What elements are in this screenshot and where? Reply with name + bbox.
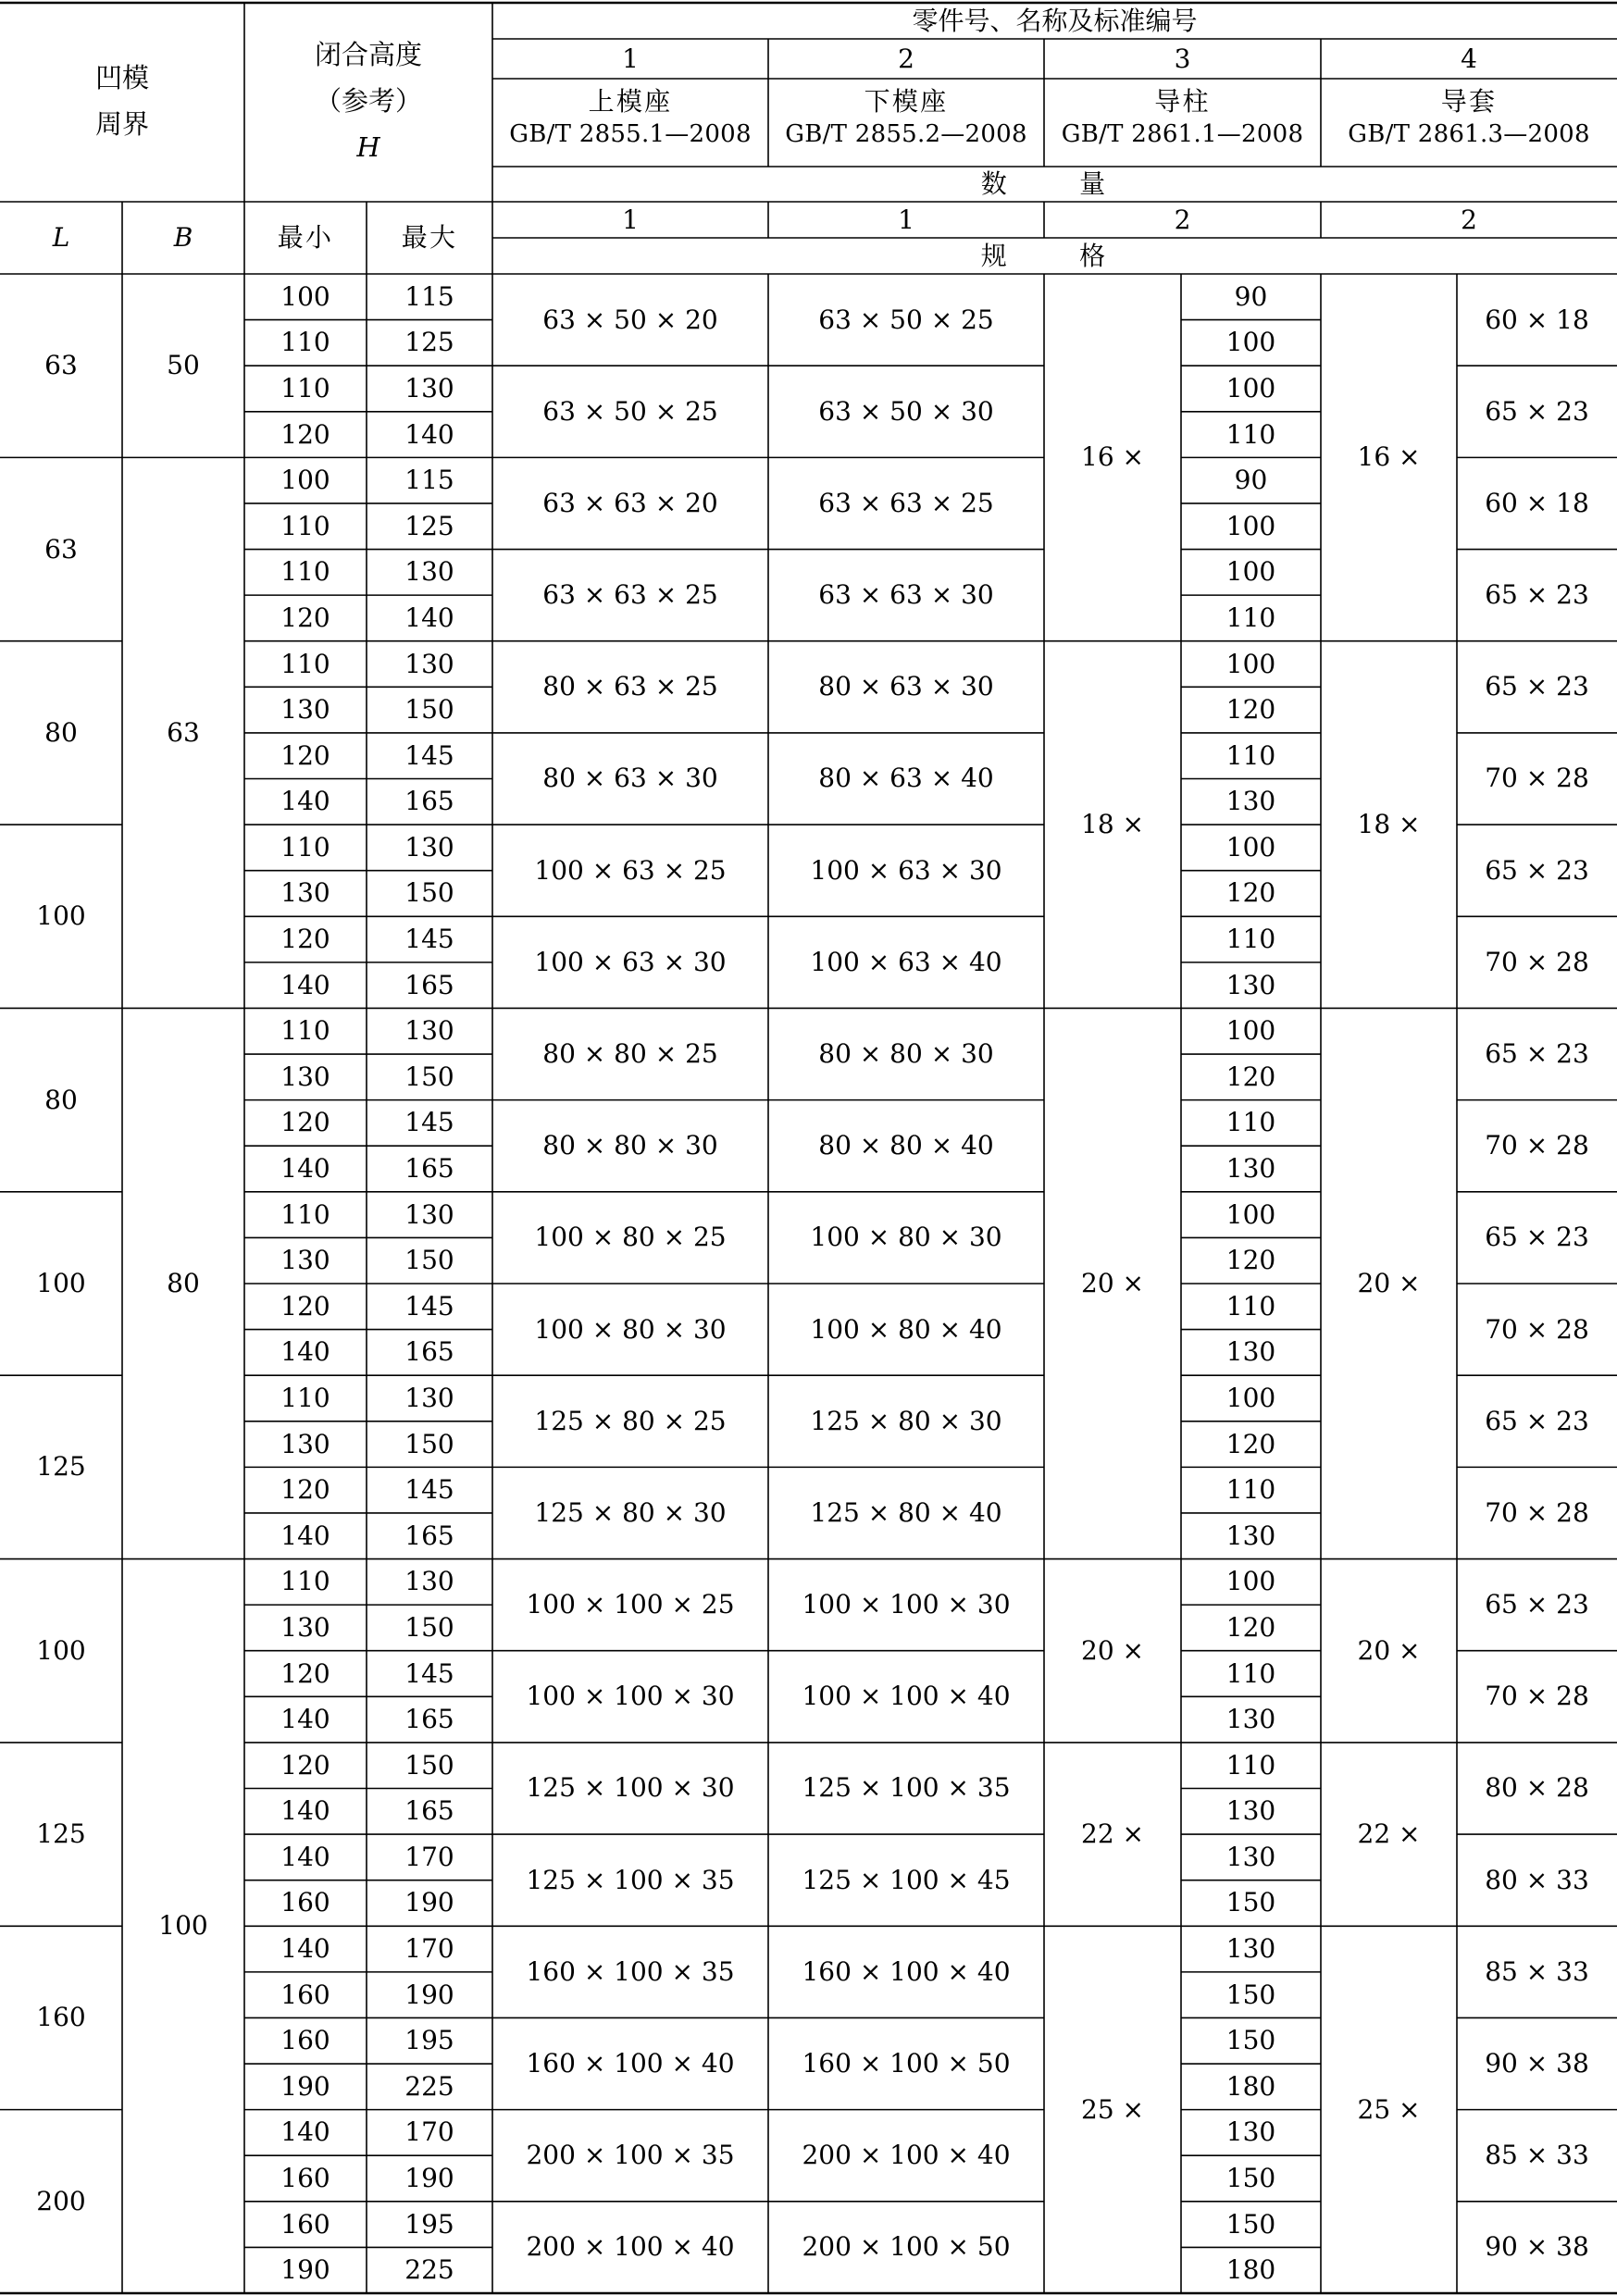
closed-height-min: 160	[280, 1979, 330, 2010]
header-part-name: 导套	[1440, 86, 1498, 117]
guide-bush-diameter: 25 ×	[1357, 2093, 1421, 2125]
closed-height-max: 170	[404, 1933, 454, 1965]
guide-pillar-length: 130	[1225, 969, 1276, 1000]
guide-pillar-length: 110	[1225, 1290, 1276, 1322]
closed-height-max: 165	[404, 1704, 454, 1735]
guide-bush-size: 65 × 23	[1485, 395, 1589, 427]
guide-pillar-length: 100	[1225, 1198, 1276, 1230]
upper-die-base-spec: 63 × 50 × 20	[542, 304, 718, 335]
upper-die-base-spec: 100 × 63 × 25	[534, 854, 727, 886]
closed-height-min: 110	[280, 327, 330, 358]
closed-height-max: 150	[404, 694, 454, 726]
closed-height-min: 190	[280, 2254, 330, 2286]
closed-height-min: 140	[280, 969, 330, 1000]
guide-pillar-length: 110	[1225, 418, 1276, 450]
lower-die-base-spec: 160 × 100 × 40	[802, 1955, 1011, 1987]
lower-die-base-spec: 100 × 80 × 40	[810, 1313, 1002, 1345]
guide-bush-size: 90 × 38	[1485, 2048, 1589, 2079]
header-die-perimeter-line-2: 周界	[94, 108, 149, 140]
closed-height-max: 190	[404, 1887, 454, 1918]
closed-height-min: 140	[280, 2116, 330, 2148]
header-part-standard: GB/T 2855.2—2008	[785, 120, 1027, 148]
closed-height-max: 125	[404, 327, 454, 358]
header-closed-height	[244, 0, 492, 202]
upper-die-base-spec: 100 × 100 × 30	[526, 1681, 735, 1712]
guide-bush-size: 85 × 33	[1485, 1955, 1589, 1987]
closed-height-max: 140	[404, 418, 454, 450]
closed-height-max: 115	[404, 280, 454, 312]
guide-pillar-length: 110	[1225, 602, 1276, 633]
guide-pillar-length: 130	[1225, 1933, 1276, 1965]
guide-pillar-length: 110	[1225, 1107, 1276, 1138]
closed-height-max: 130	[404, 1198, 454, 1230]
upper-die-base-spec: 125 × 80 × 30	[534, 1496, 727, 1528]
guide-bush-diameter: 20 ×	[1357, 1634, 1421, 1666]
guide-bush-size: 65 × 23	[1485, 1038, 1589, 1070]
closed-height-max: 150	[404, 877, 454, 909]
closed-height-min: 110	[280, 648, 330, 679]
guide-pillar-length: 150	[1225, 1979, 1276, 2010]
closed-height-min: 140	[280, 1153, 330, 1184]
closed-height-max: 190	[404, 2163, 454, 2193]
closed-height-max: 130	[404, 1566, 454, 1597]
upper-die-base-spec: 100 × 80 × 25	[534, 1222, 727, 1253]
closed-height-max: 170	[404, 2116, 454, 2148]
guide-bush-size: 60 × 18	[1485, 304, 1589, 335]
closed-height-min: 110	[280, 510, 330, 541]
guide-bush-size: 65 × 23	[1485, 671, 1589, 702]
guide-pillar-length: 120	[1225, 694, 1276, 726]
guide-pillar-length: 90	[1234, 280, 1268, 312]
header-part-standard: GB/T 2855.1—2008	[509, 120, 752, 148]
closed-height-max: 145	[404, 924, 454, 955]
header-part-name: 下模座	[864, 86, 949, 117]
closed-height-max: 150	[404, 1061, 454, 1092]
closed-height-min: 190	[280, 2070, 330, 2102]
upper-die-base-spec: 80 × 80 × 25	[542, 1038, 718, 1070]
guide-pillar-length: 130	[1225, 1153, 1276, 1184]
closed-height-min: 130	[280, 1061, 330, 1092]
closed-height-min: 100	[280, 280, 330, 312]
upper-die-base-spec: 100 × 63 × 30	[534, 946, 727, 977]
guide-pillar-length: 100	[1225, 372, 1276, 403]
guide-pillar-length: 120	[1225, 877, 1276, 909]
closed-height-min: 120	[280, 1474, 330, 1506]
guide-bush-size: 65 × 23	[1485, 1222, 1589, 1253]
guide-pillar-length: 150	[1225, 2025, 1276, 2056]
guide-bush-size: 90 × 38	[1485, 2231, 1589, 2263]
guide-pillar-length: 100	[1225, 556, 1276, 588]
guide-bush-size: 80 × 28	[1485, 1772, 1589, 1804]
lower-die-base-spec: 80 × 80 × 30	[818, 1038, 994, 1070]
guide-bush-diameter: 18 ×	[1357, 809, 1421, 840]
guide-pillar-length: 180	[1225, 2254, 1276, 2286]
closed-height-min: 160	[280, 1887, 330, 1918]
closed-height-min: 130	[280, 1428, 330, 1459]
guide-pillar-length: 110	[1225, 739, 1276, 771]
guide-pillar-length: 100	[1225, 510, 1276, 541]
guide-pillar-length: 120	[1225, 1428, 1276, 1459]
guide-pillar-length: 120	[1225, 1061, 1276, 1092]
guide-pillar-length: 130	[1225, 1841, 1276, 1872]
die-length-L: 125	[36, 1818, 86, 1850]
guide-bush-size: 70 × 28	[1485, 1130, 1589, 1161]
guide-pillar-length: 150	[1225, 2163, 1276, 2193]
closed-height-max: 145	[404, 1657, 454, 1689]
closed-height-max: 190	[404, 1979, 454, 2010]
closed-height-min: 130	[280, 694, 330, 726]
header-closed-height-line-1: 闭合高度	[314, 39, 422, 70]
closed-height-min: 140	[280, 1841, 330, 1872]
upper-die-base-spec: 125 × 100 × 30	[526, 1772, 735, 1804]
lower-die-base-spec: 125 × 100 × 45	[802, 1864, 1011, 1895]
guide-bush-size: 70 × 28	[1485, 1313, 1589, 1345]
upper-die-base-spec: 125 × 100 × 35	[526, 1864, 735, 1895]
die-length-L: 63	[44, 350, 78, 381]
guide-pillar-length: 130	[1225, 1704, 1276, 1735]
closed-height-min: 130	[280, 877, 330, 909]
upper-die-base-spec: 200 × 100 × 35	[526, 2140, 735, 2171]
closed-height-min: 100	[280, 465, 330, 496]
upper-die-base-spec: 80 × 63 × 25	[542, 671, 718, 702]
guide-pillar-length: 110	[1225, 924, 1276, 955]
die-length-L: 80	[44, 1084, 78, 1115]
upper-die-base-spec: 80 × 63 × 30	[542, 763, 718, 794]
guide-pillar-length: 180	[1225, 2070, 1276, 2102]
closed-height-min: 130	[280, 1611, 330, 1643]
closed-height-max: 140	[404, 602, 454, 633]
lower-die-base-spec: 100 × 63 × 30	[810, 854, 1002, 886]
lower-die-base-spec: 125 × 80 × 30	[810, 1405, 1002, 1436]
lower-die-base-spec: 125 × 100 × 35	[802, 1772, 1011, 1804]
header-part-group-title: 零件号、名称及标准编号	[912, 6, 1198, 36]
guide-pillar-length: 120	[1225, 1245, 1276, 1276]
guide-bush-size: 65 × 23	[1485, 1405, 1589, 1436]
guide-pillar-length: 130	[1225, 1520, 1276, 1551]
die-length-L: 100	[36, 900, 86, 932]
closed-height-min: 120	[280, 924, 330, 955]
header-col-max: 最大	[401, 222, 458, 253]
closed-height-max: 145	[404, 1107, 454, 1138]
guide-pillar-diameter: 22 ×	[1081, 1818, 1144, 1850]
header-col-L: L	[52, 222, 70, 253]
closed-height-min: 120	[280, 1749, 330, 1781]
header-quantity: 1	[898, 204, 914, 235]
header-part-standard: GB/T 2861.1—2008	[1061, 120, 1304, 148]
closed-height-max: 130	[404, 1382, 454, 1413]
lower-die-base-spec: 200 × 100 × 40	[802, 2140, 1011, 2171]
header-closed-height-line-2: （参考）	[314, 85, 422, 117]
closed-height-min: 110	[280, 556, 330, 588]
header-quantity: 2	[1174, 204, 1191, 235]
closed-height-max: 130	[404, 648, 454, 679]
guide-pillar-diameter: 20 ×	[1081, 1634, 1144, 1666]
closed-height-max: 225	[404, 2070, 454, 2102]
guide-bush-size: 70 × 28	[1485, 946, 1589, 977]
guide-pillar-length: 120	[1225, 1611, 1276, 1643]
closed-height-min: 160	[280, 2025, 330, 2056]
closed-height-min: 120	[280, 602, 330, 633]
guide-bush-diameter: 22 ×	[1357, 1818, 1421, 1850]
closed-height-min: 120	[280, 1107, 330, 1138]
lower-die-base-spec: 80 × 63 × 40	[818, 763, 994, 794]
closed-height-min: 110	[280, 1015, 330, 1047]
guide-pillar-length: 100	[1225, 1566, 1276, 1597]
upper-die-base-spec: 63 × 63 × 20	[542, 487, 718, 518]
guide-pillar-length: 110	[1225, 1474, 1276, 1506]
upper-die-base-spec: 80 × 80 × 30	[542, 1130, 718, 1161]
lower-die-base-spec: 125 × 80 × 40	[810, 1496, 1002, 1528]
lower-die-base-spec: 63 × 50 × 30	[818, 395, 994, 427]
lower-die-base-spec: 63 × 50 × 25	[818, 304, 994, 335]
closed-height-max: 150	[404, 1611, 454, 1643]
closed-height-min: 140	[280, 1704, 330, 1735]
lower-die-base-spec: 100 × 80 × 30	[810, 1222, 1002, 1253]
closed-height-min: 110	[280, 1198, 330, 1230]
die-width-B: 100	[158, 1910, 208, 1942]
guide-bush-size: 70 × 28	[1485, 1681, 1589, 1712]
guide-pillar-diameter: 18 ×	[1081, 809, 1144, 840]
guide-bush-size: 65 × 23	[1485, 579, 1589, 611]
closed-height-min: 110	[280, 831, 330, 863]
header-part-number: 1	[622, 43, 639, 74]
upper-die-base-spec: 125 × 80 × 25	[534, 1405, 727, 1436]
guide-pillar-length: 90	[1234, 465, 1268, 496]
die-width-B: 50	[167, 350, 200, 381]
guide-pillar-length: 130	[1225, 1795, 1276, 1827]
closed-height-min: 140	[280, 1795, 330, 1827]
closed-height-min: 160	[280, 2163, 330, 2193]
closed-height-max: 130	[404, 372, 454, 403]
header-part-name: 上模座	[588, 86, 673, 117]
closed-height-max: 130	[404, 831, 454, 863]
guide-pillar-diameter: 20 ×	[1081, 1267, 1144, 1298]
header-col-B: B	[173, 222, 193, 253]
closed-height-max: 165	[404, 1153, 454, 1184]
header-quantity-title: 数 量	[980, 168, 1129, 199]
closed-height-min: 140	[280, 1933, 330, 1965]
header-quantity: 2	[1461, 204, 1477, 235]
closed-height-max: 115	[404, 465, 454, 496]
closed-height-min: 110	[280, 1566, 330, 1597]
guide-pillar-length: 110	[1225, 1749, 1276, 1781]
closed-height-min: 140	[280, 1336, 330, 1368]
header-closed-height-symbol: H	[356, 131, 380, 163]
closed-height-min: 110	[280, 372, 330, 403]
upper-die-base-spec: 160 × 100 × 35	[526, 1955, 735, 1987]
closed-height-max: 165	[404, 1520, 454, 1551]
guide-pillar-length: 100	[1225, 831, 1276, 863]
closed-height-min: 160	[280, 2208, 330, 2240]
guide-bush-size: 85 × 33	[1485, 2140, 1589, 2171]
die-length-L: 200	[36, 2185, 86, 2216]
closed-height-min: 140	[280, 1520, 330, 1551]
guide-bush-size: 80 × 33	[1485, 1864, 1589, 1895]
header-part-name: 导柱	[1154, 86, 1211, 117]
lower-die-base-spec: 100 × 100 × 40	[802, 1681, 1011, 1712]
die-length-L: 80	[44, 716, 78, 748]
header-part-standard: GB/T 2861.3—2008	[1348, 120, 1590, 148]
guide-pillar-length: 110	[1225, 1657, 1276, 1689]
guide-pillar-diameter: 16 ×	[1081, 441, 1144, 473]
guide-bush-diameter: 16 ×	[1357, 441, 1421, 473]
die-length-L: 100	[36, 1267, 86, 1298]
header-quantity: 1	[622, 204, 639, 235]
closed-height-min: 140	[280, 786, 330, 817]
header-col-min: 最小	[277, 222, 334, 253]
closed-height-min: 110	[280, 1382, 330, 1413]
guide-pillar-length: 130	[1225, 786, 1276, 817]
closed-height-max: 195	[404, 2025, 454, 2056]
closed-height-max: 150	[404, 1749, 454, 1781]
header-spec-title: 规 格	[980, 240, 1129, 271]
closed-height-max: 165	[404, 969, 454, 1000]
closed-height-max: 145	[404, 739, 454, 771]
closed-height-max: 225	[404, 2254, 454, 2286]
guide-pillar-diameter: 25 ×	[1081, 2093, 1144, 2125]
guide-pillar-length: 130	[1225, 1336, 1276, 1368]
upper-die-base-spec: 63 × 63 × 25	[542, 579, 718, 611]
upper-die-base-spec: 100 × 100 × 25	[526, 1589, 735, 1620]
header-part-number: 2	[898, 43, 914, 74]
guide-bush-size: 60 × 18	[1485, 487, 1589, 518]
guide-bush-size: 65 × 23	[1485, 1589, 1589, 1620]
upper-die-base-spec: 63 × 50 × 25	[542, 395, 718, 427]
header-part-number: 3	[1174, 43, 1191, 74]
upper-die-base-spec: 160 × 100 × 40	[526, 2048, 735, 2079]
lower-die-base-spec: 160 × 100 × 50	[802, 2048, 1011, 2079]
guide-bush-size: 70 × 28	[1485, 763, 1589, 794]
closed-height-max: 195	[404, 2208, 454, 2240]
guide-pillar-length: 150	[1225, 2208, 1276, 2240]
closed-height-max: 150	[404, 1245, 454, 1276]
guide-bush-size: 65 × 23	[1485, 854, 1589, 886]
header-die-perimeter-line-1: 凹模	[94, 62, 149, 93]
closed-height-max: 130	[404, 556, 454, 588]
die-length-L: 100	[36, 1634, 86, 1666]
guide-pillar-length: 100	[1225, 1015, 1276, 1047]
die-length-L: 125	[36, 1451, 86, 1483]
closed-height-min: 120	[280, 1290, 330, 1322]
closed-height-max: 165	[404, 1795, 454, 1827]
header-part-number: 4	[1461, 43, 1477, 74]
guide-pillar-length: 130	[1225, 2116, 1276, 2148]
closed-height-max: 150	[404, 1428, 454, 1459]
die-width-B: 63	[167, 716, 200, 748]
guide-bush-size: 70 × 28	[1485, 1496, 1589, 1528]
guide-pillar-length: 100	[1225, 327, 1276, 358]
closed-height-max: 145	[404, 1474, 454, 1506]
closed-height-max: 170	[404, 1841, 454, 1872]
closed-height-min: 120	[280, 1657, 330, 1689]
upper-die-base-spec: 200 × 100 × 40	[526, 2231, 735, 2263]
lower-die-base-spec: 63 × 63 × 25	[818, 487, 994, 518]
lower-die-base-spec: 100 × 100 × 30	[802, 1589, 1011, 1620]
closed-height-max: 165	[404, 786, 454, 817]
lower-die-base-spec: 200 × 100 × 50	[802, 2231, 1011, 2263]
die-width-B: 80	[167, 1267, 200, 1298]
closed-height-min: 120	[280, 418, 330, 450]
closed-height-max: 145	[404, 1290, 454, 1322]
die-length-L: 63	[44, 533, 78, 565]
upper-die-base-spec: 100 × 80 × 30	[534, 1313, 727, 1345]
header-die-perimeter	[0, 0, 244, 202]
closed-height-min: 130	[280, 1245, 330, 1276]
closed-height-min: 120	[280, 739, 330, 771]
lower-die-base-spec: 80 × 63 × 30	[818, 671, 994, 702]
lower-die-base-spec: 100 × 63 × 40	[810, 946, 1002, 977]
lower-die-base-spec: 63 × 63 × 30	[818, 579, 994, 611]
lower-die-base-spec: 80 × 80 × 40	[818, 1130, 994, 1161]
die-length-L: 160	[36, 2002, 86, 2033]
guide-pillar-length: 100	[1225, 1382, 1276, 1413]
closed-height-max: 130	[404, 1015, 454, 1047]
closed-height-max: 165	[404, 1336, 454, 1368]
closed-height-max: 125	[404, 510, 454, 541]
guide-pillar-length: 100	[1225, 648, 1276, 679]
guide-bush-diameter: 20 ×	[1357, 1267, 1421, 1298]
guide-pillar-length: 150	[1225, 1887, 1276, 1918]
